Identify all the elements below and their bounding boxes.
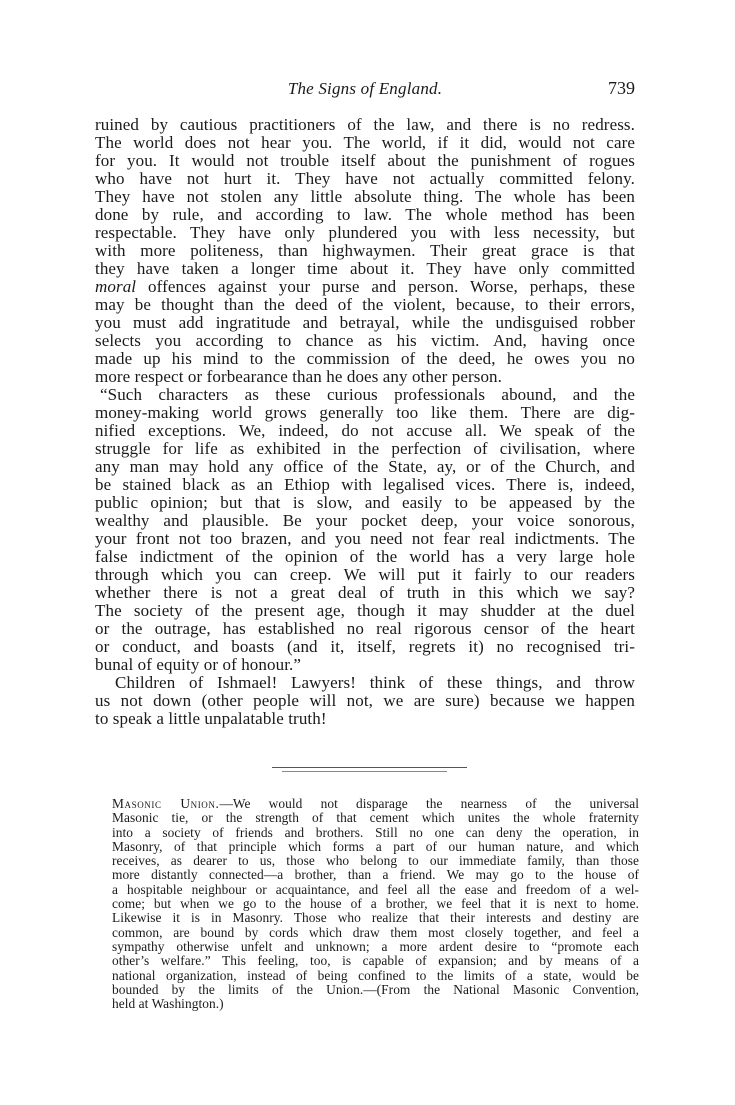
divider-rule [282, 771, 447, 772]
text-line: or the outrage, has established no real rigorous censor of the heart [95, 619, 635, 638]
note-heading: Masonic Union. [112, 796, 220, 811]
divider-rule [272, 767, 467, 768]
note-line: bounded by the limits of the Union.—(From the National Masonic Convention, [112, 981, 639, 997]
note-line: a hospitable neighbour or acquaintance, and feel all the ease and freedom of a wel- [112, 881, 639, 897]
text-line: bunal of equity or of honour.” [95, 655, 302, 674]
text-line: be stained black as an Ethiop with legalised vices. There is, indeed, [95, 475, 635, 494]
text-line: your front not too brazen, and you need not fear real indictments. The [95, 529, 635, 548]
text-line: nified exceptions. We, indeed, do not accuse all. We speak of the [95, 421, 635, 440]
text-line: They have not stolen any little absolute thing. The whole has been [95, 187, 635, 206]
text-line: may be thought than the deed of the violent, because, to their errors, [95, 295, 635, 314]
note-line: Likewise it is in Masonry. Those who realize that their interests and destiny are [112, 910, 639, 926]
note-line: other’s welfare.” This feeling, too, is capable of expansion; and by means of a [112, 953, 639, 969]
text-line: The society of the present age, though it may shudder at the duel [95, 601, 635, 620]
main-text [95, 116, 635, 728]
text-line: Children of Ishmael! Lawyers! think of these things, and throw [115, 673, 635, 692]
text-line: false indictment of the opinion of the world has a very large hole [95, 547, 635, 566]
note-heading-rest: —We would not disparage the nearness of the universal [219, 796, 639, 811]
text-line: for you. It would not trouble itself about the punishment of rogues [95, 151, 635, 170]
page-header [95, 79, 635, 105]
text-line: wealthy and plausible. Be your pocket deep, your voice sonorous, [95, 511, 635, 530]
text-line: who have not hurt it. They have not actually committed felony. [95, 169, 635, 188]
note-line: Masonic tie, or the strength of that cement which unites the whole fraternity [112, 810, 639, 826]
text-line: any man may hold any office of the State, ay, or of the Church, and [95, 457, 635, 476]
note-line: Masonry, of that principle which forms a part of our human nature, and which [112, 838, 639, 854]
note-first-line [112, 797, 639, 811]
text-line: The world does not hear you. The world, if it did, would not care [95, 133, 635, 152]
note-line: common, are bound by cords which draw them most closely together, and feel a [112, 924, 639, 940]
text-line: whether there is not a great deal of truth in this which we say? [95, 583, 635, 602]
text-line: struggle for life as exhibited in the perfection of civilisation, where [95, 439, 635, 458]
masonic-union-note [112, 797, 639, 1011]
text-line: respectable. They have only plundered you with less necessity, but [95, 223, 635, 242]
note-line: sympathy otherwise unfelt and unknown; a more ardent desire to “promote each [112, 938, 639, 954]
text-line: with more politeness, than highwaymen. Their great grace is that [95, 241, 635, 260]
note-line: receives, as dearer to us, those who belong to our immediate family, than those [112, 853, 639, 869]
section-divider [272, 766, 467, 774]
text-line: “Such characters as these curious professionals abound, and the [100, 385, 635, 404]
text-line: or conduct, and boasts (and it, itself, regrets it) no recognised tri- [95, 637, 635, 656]
note-line: into a society of friends and brothers. Still no one can deny the operation, in [112, 824, 639, 840]
text-line-rest: offences against your purse and person. Worse, perhaps, these [136, 277, 635, 296]
italic-word-moral: moral [95, 277, 137, 296]
text-line: more respect or forbearance than he does any other person. [95, 367, 503, 386]
text-line: you must add ingratitude and betrayal, while the undisguised robber [95, 313, 635, 332]
page-number: 739 [608, 78, 635, 98]
text-line: selects you according to chance as his victim. And, having once [95, 331, 635, 350]
text-line: through which you can creep. We will put it fairly to our readers [95, 565, 635, 584]
text-line: money-making world grows generally too like them. There are dig- [95, 403, 635, 422]
text-line: done by rule, and according to law. The whole method has been [95, 205, 635, 224]
text-line: made up his mind to the commission of the deed, he owes you no [95, 349, 635, 368]
text-line-moral [95, 278, 635, 296]
text-line: public opinion; but that is slow, and easily to be appeased by the [95, 493, 635, 512]
text-line: to speak a little unpalatable truth! [95, 709, 327, 728]
note-line: national organization, instead of being confined to the limits of a state, would be [112, 967, 639, 983]
note-line: held at Washington.) [112, 996, 224, 1012]
note-line: come; but when we go to the house of a brother, we feel that it is next to home. [112, 896, 639, 912]
text-line: us not down (other people will not, we are sure) because we happen [95, 691, 635, 710]
text-line: ruined by cautious practitioners of the law, and there is no redress. [95, 115, 635, 134]
note-line: more distantly connected—a brother, than a friend. We may go to the house of [112, 867, 639, 883]
running-title: The Signs of England. [287, 79, 443, 98]
text-line: they have taken a longer time about it. They have only committed [95, 259, 635, 278]
